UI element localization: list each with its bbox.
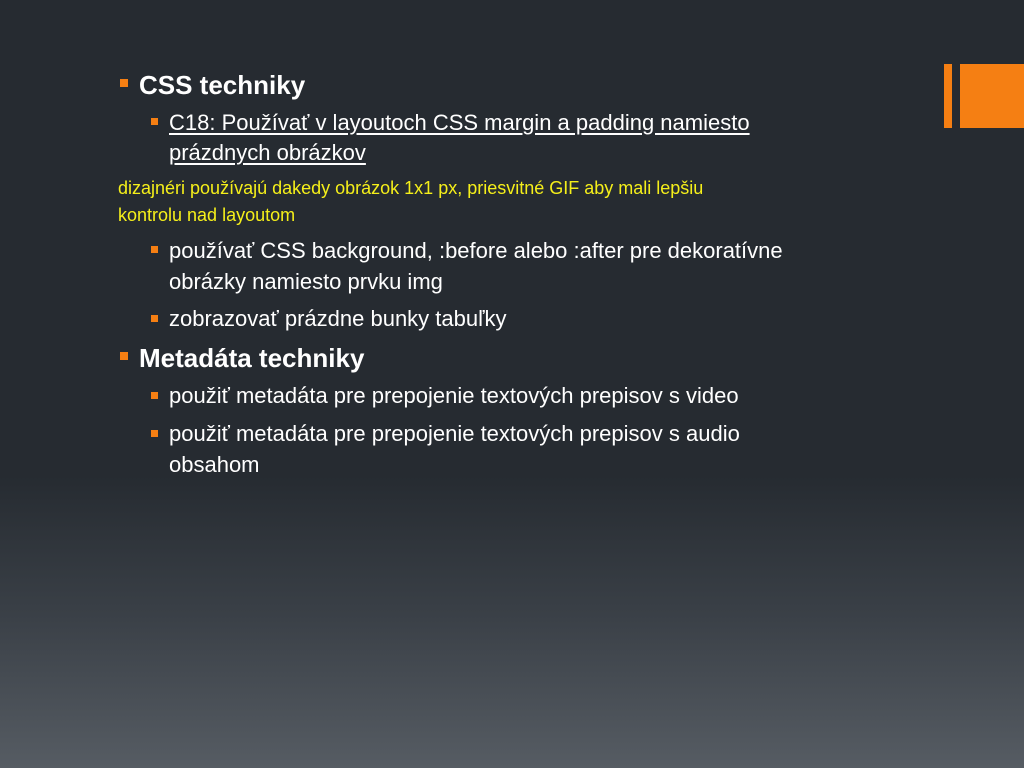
bullet-square-icon xyxy=(120,79,128,87)
note-line1: dizajnéri používajú dakedy obrázok 1x1 px, priesvitné GIF aby mali lepšiu xyxy=(118,178,704,198)
bullet-square-icon xyxy=(120,352,128,360)
heading-css-techniky: CSS techniky xyxy=(139,70,306,100)
heading-metadata-techniky: Metadáta techniky xyxy=(139,343,365,373)
item-metadata-audio-line1: použiť metadáta pre prepojenie textových prepisov s audio xyxy=(169,421,740,446)
bullet-square-icon xyxy=(151,392,158,399)
bullet-square-icon xyxy=(151,430,158,437)
bullet-square-icon xyxy=(151,118,158,125)
accent-block xyxy=(960,64,1024,128)
item-css-background-line2: obrázky namiesto prvku img xyxy=(169,269,443,294)
accent-bar xyxy=(944,64,952,128)
bullet-square-icon xyxy=(151,315,158,322)
link-c18-line2[interactable]: prázdnych obrázkov xyxy=(169,140,366,165)
item-metadata-audio-line2: obsahom xyxy=(169,452,260,477)
item-metadata-video: použiť metadáta pre prepojenie textových prepisov s video xyxy=(169,383,739,408)
bullet-square-icon xyxy=(151,246,158,253)
item-css-background-line1: používať CSS background, :before alebo :after pre dekoratívne xyxy=(169,238,783,263)
note-line2: kontrolu nad layoutom xyxy=(118,205,296,225)
decorative-accent xyxy=(944,64,1024,128)
item-empty-cells: zobrazovať prázdne bunky tabuľky xyxy=(169,306,507,331)
link-c18-line1[interactable]: C18: Používať v layoutoch CSS margin a padding namiesto xyxy=(169,110,750,135)
